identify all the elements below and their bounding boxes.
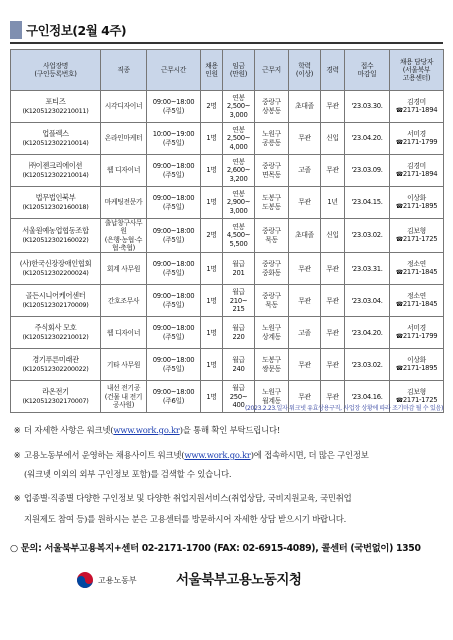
job-title-cell: 웹 디자이너 [101,155,147,187]
wage-cell: 월급 220 [223,317,255,349]
registration-number: (K120512302170007) [22,396,89,405]
location-cell: 노원구 상계동 [255,317,289,349]
job-title-cell: 웹 디자이너 [101,317,147,349]
experience-cell: 무관 [321,381,345,413]
education-cell: 고졸 [289,317,321,349]
deadline-cell: '23.04.16. [345,381,390,413]
notice-item [10,492,352,504]
table-row [11,155,444,187]
manager-name: 김보형 [407,387,426,396]
headcount-cell: 1명 [201,155,223,187]
education-cell: 초대졸 [289,91,321,123]
work-hours-cell: 09:00~18:00 (주5일) [147,253,201,285]
phone-icon: ☎ [395,365,403,373]
inquiry-contact: ○ 문의: 서울북부고용복지+센터 02-2171-1700 (FAX: 02-6915-4089), 콜센터 (국번없이) 1350 [10,543,421,554]
column-header: 경력 [321,50,345,91]
table-row [11,91,444,123]
reference-mark: ※ [13,425,21,435]
deadline-cell: '23.03.02. [345,219,390,253]
location-cell: 중랑구 중화동 [255,253,289,285]
company-name: ㈜이젠크리에이션 [28,161,83,171]
education-cell: 무관 [289,285,321,317]
registration-number: (K120512302210011) [22,106,89,115]
deadline-cell: '23.04.20. [345,317,390,349]
deadline-cell: '23.04.15. [345,187,390,219]
manager-cell [390,91,444,123]
job-title-cell: 기타 사무원 [101,349,147,381]
deadline-cell: '23.03.09. [345,155,390,187]
table-row [11,285,444,317]
experience-cell: 무관 [321,91,345,123]
company-cell [11,285,101,317]
manager-name: 서미경 [407,129,426,138]
manager-phone: 2171-1799 [402,138,438,146]
manager-name: 김경미 [407,161,426,170]
registration-number: (K120512302200024) [22,268,89,277]
reference-mark: ※ [13,450,21,460]
company-cell [11,155,101,187]
education-cell: 무관 [289,123,321,155]
deadline-cell: '23.03.30. [345,91,390,123]
notice-item [24,513,346,525]
company-cell [11,349,101,381]
taegeuk-logo-icon [76,571,94,589]
table-header-row [11,50,444,91]
education-cell: 고졸 [289,155,321,187]
manager-phone: 2171-1725 [402,396,438,405]
table-footnote: (2023.2.23.일자 워크넷 유효상용구직, 사업장 상황에 따라 조기마감 될 수 있음) [245,405,443,412]
headcount-cell: 1명 [201,123,223,155]
manager-phone: 2171-1845 [402,268,438,277]
experience-cell: 무관 [321,155,345,187]
job-title-cell: 시각디자이너 [101,91,147,123]
work-hours-cell: 09:00~18:00 (주5일) [147,187,201,219]
phone-icon: ☎ [395,203,403,210]
wage-cell: 월급 240 [223,349,255,381]
work-hours-cell: 09:00~18:00 (주5일) [147,349,201,381]
wage-cell: 연봉 2,500~ 3,000 [223,91,255,123]
experience-cell: 무관 [321,253,345,285]
location-cell: 중랑구 묵동 [255,285,289,317]
company-name: (사)한국신장장애인협회 [19,259,92,269]
column-header: 채용 담당자 (서울북부 고용센터) [390,50,444,91]
location-cell: 도봉구 쌍문동 [255,349,289,381]
deadline-cell: '23.03.04. [345,285,390,317]
company-name: 포티즈 [45,97,66,107]
manager-phone: 2171-1799 [402,332,438,341]
experience-cell: 무관 [321,285,345,317]
column-header: 사업장명 (구인등록번호) [11,50,101,91]
manager-cell [390,123,444,155]
manager-cell [390,317,444,349]
manager-name: 정소연 [407,259,426,268]
notice-text: 고용노동부에서 운영하는 채용사이트 워크넷( [24,450,185,460]
phone-icon: ☎ [395,301,403,309]
registration-number: (K120512302210012) [22,332,89,341]
manager-cell [390,285,444,317]
table-row [11,349,444,381]
job-title-cell: 온라인마케터 [101,123,147,155]
manager-phone: 2171-1845 [402,300,438,309]
company-name: 업플렉스 [42,129,69,139]
job-listings-table [10,49,444,413]
wage-cell: 연봉 2,900~ 3,000 [223,187,255,219]
education-cell: 무관 [289,187,321,219]
experience-cell: 무관 [321,349,345,381]
job-title-cell: 출납창구사무원 (은행·농협·수 협·축협) [101,219,147,253]
deadline-cell: '23.03.02. [345,349,390,381]
work-hours-cell: 09:00~18:00 (주5일) [147,317,201,349]
column-header: 임금 (만원) [223,50,255,91]
education-cell: 무관 [289,381,321,413]
manager-cell [390,219,444,253]
manager-phone: 2171-1894 [402,170,438,178]
column-header: 채용 인원 [201,50,223,91]
wage-cell: 연봉 4,500~ 5,500 [223,219,255,253]
phone-icon: ☎ [395,333,403,341]
notice-text: )을 통해 확인 부탁드립니다! [179,425,281,435]
job-title-cell: 내선 전기공 (건물 내 전기 공사원) [101,381,147,413]
job-title-cell: 마케팅전문가 [101,187,147,219]
manager-phone: 2171-1895 [402,202,438,210]
phone-icon: ☎ [395,397,403,405]
page-title: 구인정보(2월 4주) [26,23,127,38]
headcount-cell: 1명 [201,349,223,381]
headcount-cell: 1명 [201,285,223,317]
company-name: 서울원예농업협동조합 [22,226,89,236]
page-title-bar [10,20,210,40]
notice-text: )에 접속하시면, 더 많은 구인정보 [250,450,369,460]
deadline-cell: '23.04.20. [345,123,390,155]
table-row [11,219,444,253]
manager-cell [390,253,444,285]
company-cell [11,219,101,253]
title-marker [10,21,22,39]
work-hours-cell: 10:00~19:00 (주5일) [147,123,201,155]
location-cell: 중랑구 상봉동 [255,91,289,123]
column-header: 근무지 [255,50,289,91]
table-body [11,91,444,413]
phone-icon: ☎ [395,139,403,146]
headcount-cell: 2명 [201,91,223,123]
manager-phone: 2171-1725 [402,235,438,244]
company-cell [11,91,101,123]
manager-name: 김보형 [407,226,426,235]
work-hours-cell: 09:00~18:00 (주5일) [147,285,201,317]
headcount-cell: 1명 [201,381,223,413]
column-header: 직종 [101,50,147,91]
headcount-cell: 2명 [201,219,223,253]
reference-mark: ※ [13,493,21,503]
table-row [11,253,444,285]
location-cell: 중랑구 묵동 [255,219,289,253]
column-header: 학력 (이상) [289,50,321,91]
headcount-cell: 1명 [201,253,223,285]
location-cell: 노원구 월계동 [255,381,289,413]
experience-cell: 신입 [321,219,345,253]
manager-cell [390,155,444,187]
registration-number: (K120512302200022) [22,364,89,373]
registration-number: (K120512302210014) [22,170,89,179]
manager-name: 서미경 [407,323,426,332]
phone-icon: ☎ [395,107,403,114]
location-cell: 중랑구 면목동 [255,155,289,187]
title-divider [10,42,443,44]
company-name: 경기푸른미래관 [32,355,79,365]
education-cell: 무관 [289,253,321,285]
ministry-logo-text: 고용노동부 [98,575,137,585]
education-cell: 초대졸 [289,219,321,253]
headcount-cell: 1명 [201,317,223,349]
experience-cell: 무관 [321,317,345,349]
manager-name: 정소연 [407,291,426,300]
column-header: 접수 마감일 [345,50,390,91]
table-row [11,187,444,219]
phone-icon: ☎ [395,171,403,178]
notice-text: (워크넷 이외의 외부 구인정보 포함)를 검색할 수 있습니다. [24,469,232,479]
column-header: 근무시간 [147,50,201,91]
manager-phone: 2171-1895 [402,364,438,373]
manager-cell [390,187,444,219]
notice-item [10,424,280,436]
company-cell [11,317,101,349]
headcount-cell: 1명 [201,187,223,219]
table-row [11,123,444,155]
wage-cell: 월급 250~ 400 [223,381,255,413]
location-cell: 노원구 공릉동 [255,123,289,155]
notice-text: 더 자세한 사항은 워크넷( [24,425,114,435]
wage-cell: 월급 210~ 215 [223,285,255,317]
manager-name: 이상화 [407,193,426,202]
phone-icon: ☎ [395,269,403,277]
company-name: 주식회사 모호 [34,323,77,333]
job-title-cell: 회계 사무원 [101,253,147,285]
manager-name: 이상화 [407,355,426,364]
company-name: 골든시니어케어센터 [25,291,86,301]
experience-cell: 신입 [321,123,345,155]
wage-cell: 연봉 2,500~ 4,000 [223,123,255,155]
registration-number: (K120512302210014) [22,138,89,147]
notice-item [10,449,369,461]
manager-cell [390,349,444,381]
experience-cell: 1년 [321,187,345,219]
company-cell [11,253,101,285]
phone-icon: ☎ [395,236,403,244]
notice-text: 업종별·직종별 다양한 구인정보 및 다양한 취업지원서비스(취업상담, 국비지원교육, 국민취업 [24,493,352,503]
location-cell: 도봉구 도봉동 [255,187,289,219]
company-cell [11,123,101,155]
company-name: 법무법인북부 [35,193,76,203]
company-cell [11,187,101,219]
work-hours-cell: 09:00~18:00 (주5일) [147,91,201,123]
manager-phone: 2171-1894 [402,106,438,114]
worknet-link[interactable]: www.work.go.kr [184,450,251,460]
job-title-cell: 간호조무사 [101,285,147,317]
work-hours-cell: 09:00~18:00 (주5일) [147,219,201,253]
notice-text: 지원제도 참여 등)를 원하시는 분은 고용센터를 방문하시어 자세한 상담 받으시기 바랍니다. [24,514,347,524]
table-row [11,317,444,349]
work-hours-cell: 09:00~18:00 (주6일) [147,381,201,413]
registration-number: (K120512302160018) [22,202,89,211]
work-hours-cell: 09:00~18:00 (주5일) [147,155,201,187]
wage-cell: 연봉 2,600~ 3,200 [223,155,255,187]
office-name: 서울북부고용노동지청 [176,572,302,588]
registration-number: (K120512302160022) [22,235,89,244]
registration-number: (K120512302170009) [22,300,89,309]
notice-item [24,468,231,480]
company-name: 라온전기 [42,387,69,397]
education-cell: 무관 [289,349,321,381]
wage-cell: 월급 201 [223,253,255,285]
manager-name: 김경미 [407,97,426,106]
worknet-link[interactable]: www.work.go.kr [113,425,180,435]
deadline-cell: '23.03.31. [345,253,390,285]
ministry-logo [76,571,137,589]
